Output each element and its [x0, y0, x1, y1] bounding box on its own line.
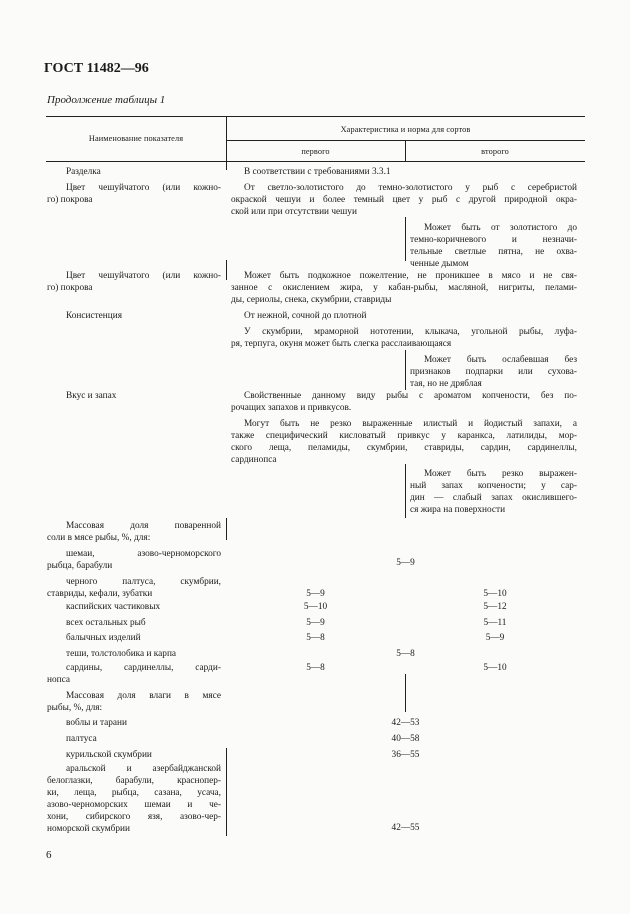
moisture-item-name: палтуса: [66, 734, 97, 744]
salt-value-second: 5—10: [483, 663, 507, 673]
row-second-consistency: признаков подпарки или сухова-: [410, 367, 577, 377]
moisture-value-merged: 42—55: [391, 823, 420, 833]
name-col-divider: [226, 162, 227, 170]
salt-value-first: 5—8: [306, 633, 325, 643]
row-name-color-2: Цвет чешуйчатого (или кожно-: [66, 271, 221, 281]
row-value-consistency: ря, терпуга, окуня может быть слегка расслаивающаяся: [231, 339, 452, 349]
row-name-taste: Вкус и запах: [66, 391, 117, 401]
salt-item-name: каспийских частиковых: [66, 602, 161, 612]
row-value-color: окраской чешуи и более темный цвет у рыб с другой природной окра-: [231, 195, 577, 205]
row-second-color: темно-коричневого и незначи-: [410, 235, 577, 245]
grade-divider: [405, 464, 406, 518]
row-name-color: Цвет чешуйчатого (или кожно-: [66, 183, 221, 193]
row-second-consistency: тая, но не дряблая: [410, 379, 482, 389]
salt-value-second: 5—11: [483, 618, 507, 628]
salt-value-first: 5—9: [306, 618, 325, 628]
row-value-taste: рочащих запахов и привкусов.: [231, 403, 352, 413]
salt-item-name: ставриды, кефали, зубатки: [47, 589, 153, 599]
row-value-consistency: У скумбрии, мраморной нототении, клыкача, угольной рыбы, луфа-: [244, 327, 577, 337]
row-second-taste: ся жира на поверхности: [410, 505, 506, 515]
row-value-color-2: Может быть подкожное пожелтение, не проникшее в мясо и не свя-: [244, 271, 577, 281]
row-value-razdelka: В соответствии с требованиями 3.3.1: [244, 167, 391, 177]
moisture-item-name: воблы и тарани: [66, 718, 128, 728]
header-characteristic: Характеристика и норма для сортов: [340, 125, 471, 134]
row-name-moisture: Массовая доля влаги в мясе: [66, 691, 221, 701]
row-value-taste: сардинопса: [231, 455, 277, 465]
salt-item-name: теши, толстолобика и карпа: [66, 649, 177, 659]
header-grade-first: первого: [301, 147, 330, 156]
moisture-item-name: азово-черноморских шемаи и че-: [47, 800, 221, 810]
row-second-color: ченные дымом: [410, 259, 469, 269]
grade-divider: [405, 674, 406, 712]
row-name-moisture: рыбы, %, для:: [47, 703, 103, 713]
moisture-item-name: номорской скумбрии: [47, 824, 130, 834]
row-second-consistency: Может быть ослабевшая без: [424, 355, 577, 365]
row-value-taste: Свойственные данному виду рыбы с ароматом копчености, без по-: [244, 391, 577, 401]
moisture-item-name: аральской и азербайджанской: [66, 764, 221, 774]
moisture-item-name: курильской скумбрии: [66, 750, 152, 760]
moisture-item-name: ки, леща, рыбца, сазана, усача,: [47, 788, 221, 798]
row-value-consistency: От нежной, сочной до плотной: [244, 311, 367, 321]
salt-item-name: нопса: [47, 675, 70, 685]
salt-value-first: 5—8: [306, 663, 325, 673]
salt-value-first: 5—10: [303, 602, 328, 612]
salt-value-second: 5—9: [485, 633, 505, 643]
moisture-item-name: хони, сибирского язя, азово-чер-: [47, 812, 221, 822]
row-value-taste: ского леща, пеламиды, скумбрии, ставриды, сардин, сардинеллы,: [231, 443, 577, 453]
salt-value-merged: 5—9: [396, 558, 415, 568]
row-second-color: тельные светлые пятна, не охва-: [410, 247, 577, 257]
header-grade-second: второго: [481, 147, 509, 156]
table-top-border: [46, 116, 585, 117]
name-col-divider: [226, 260, 227, 280]
row-second-taste: ный запах копчености; у сар-: [410, 481, 577, 491]
salt-item-name: сардины, сардинеллы, сарди-: [66, 663, 221, 673]
salt-value-first: 5—9: [306, 589, 325, 599]
grade-divider: [405, 217, 406, 261]
grade-divider: [405, 350, 406, 390]
salt-item-name: черного палтуса, скумбрии,: [66, 577, 221, 587]
row-name-color-2: го) покрова: [47, 283, 93, 293]
name-col-divider: [226, 518, 227, 540]
row-value-color: ской или при отсутствии чешуи: [231, 207, 357, 217]
row-name-consistency: Консистенция: [66, 311, 122, 321]
row-name-color: го) покрова: [47, 195, 93, 205]
row-value-taste: Могут быть не резко выраженные илистый и йодистый запахи, а: [244, 419, 577, 429]
document-title: ГОСТ 11482—96: [44, 61, 149, 76]
salt-value-second: 5—12: [483, 602, 507, 612]
row-name-salt: Массовая доля поваренной: [66, 521, 221, 531]
salt-value-second: 5—10: [483, 589, 507, 599]
moisture-item-name: белоглазки, барабули, краснопер-: [47, 776, 221, 786]
moisture-value-merged: 40—58: [391, 734, 420, 744]
header-bottom-border: [46, 161, 585, 162]
row-value-taste: также специфический кисловатый привкус у каранкса, латилиды, мор-: [231, 431, 577, 441]
row-name-salt: соли в мясе рыбы, %, для:: [47, 533, 151, 543]
moisture-value-merged: 42—53: [391, 718, 420, 728]
salt-value-merged: 5—8: [396, 649, 415, 659]
salt-item-name: всех остальных рыб: [66, 618, 146, 628]
moisture-value-merged: 36—55: [391, 750, 420, 760]
row-name-razdelka: Разделка: [66, 167, 101, 177]
row-second-color: Может быть от золотистого до: [424, 223, 577, 233]
row-value-color: От светло-золотистого до темно-золотистого у рыб с серебристой: [244, 183, 577, 193]
row-value-color-2: ды, сериолы, снека, скумбрии, ставриды: [231, 295, 392, 305]
salt-item-name: рыбца, барабули: [47, 561, 113, 571]
salt-item-name: балычных изделий: [66, 633, 141, 643]
row-second-taste: дин — слабый запах окислившего-: [410, 493, 577, 503]
row-value-color-2: занное с окислением жира, у кабан-рыбы, масляной, нигриты, пелами-: [231, 283, 577, 293]
header-indicator-name: Наименование показателя: [88, 134, 184, 143]
table-continuation-label: Продолжение таблицы 1: [47, 94, 166, 106]
page-number: 6: [46, 849, 52, 861]
salt-item-name: шемаи, азово-черноморского: [66, 549, 221, 559]
row-second-taste: Может быть резко выражен-: [424, 469, 577, 479]
